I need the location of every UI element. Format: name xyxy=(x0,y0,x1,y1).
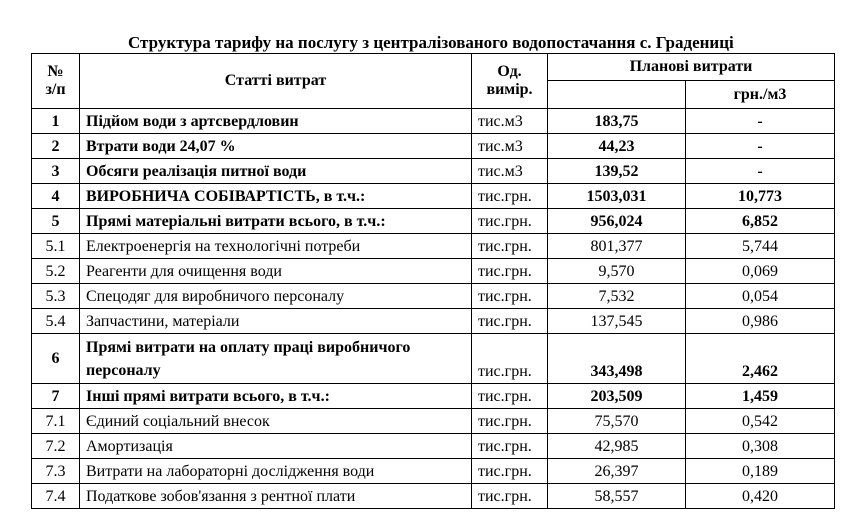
table-row xyxy=(32,159,835,184)
row-unit: тис.грн. xyxy=(472,309,548,334)
row-total: 9,570 xyxy=(548,259,686,284)
header-unit-line2: вимір. xyxy=(486,81,533,98)
row-item: Інші прямі витрати всього, в т.ч.: xyxy=(80,384,472,409)
row-item: Реагенти для очищення води xyxy=(80,259,472,284)
row-per-m3: 0,420 xyxy=(686,484,835,509)
row-total: 137,545 xyxy=(548,309,686,334)
row-unit: тис.м3 xyxy=(472,159,548,184)
row-per-m3: 5,744 xyxy=(686,234,835,259)
row-per-m3: 0,308 xyxy=(686,434,835,459)
row-unit: тис.грн. xyxy=(472,434,548,459)
row-item: Амортизація xyxy=(80,434,472,459)
row-unit: тис.м3 xyxy=(472,134,548,159)
table-row xyxy=(32,134,835,159)
row-per-m3: 0,069 xyxy=(686,259,835,284)
row-total: 75,570 xyxy=(548,409,686,434)
row-unit: тис.грн. xyxy=(472,409,548,434)
table-row xyxy=(32,434,835,459)
row-number: 1 xyxy=(32,109,80,134)
row-per-m3: 0,986 xyxy=(686,309,835,334)
row-total: 203,509 xyxy=(548,384,686,409)
row-item: Запчастини, матеріали xyxy=(80,309,472,334)
table-row xyxy=(32,184,835,209)
row-unit: тис.грн. xyxy=(472,484,548,509)
row-per-m3: 0,054 xyxy=(686,284,835,309)
row-per-m3: 6,852 xyxy=(686,209,835,234)
row-number: 4 xyxy=(32,184,80,209)
header-per-m3: грн./м3 xyxy=(686,81,835,109)
row-item: Підйом води з артсвердловин xyxy=(80,109,472,134)
row-unit: тис.грн. xyxy=(472,334,548,384)
row-per-m3: - xyxy=(686,159,835,184)
row-number: 3 xyxy=(32,159,80,184)
row-number: 7.2 xyxy=(32,434,80,459)
row-per-m3: - xyxy=(686,109,835,134)
row-number: 7.3 xyxy=(32,459,80,484)
row-number: 7.1 xyxy=(32,409,80,434)
table-row xyxy=(32,409,835,434)
row-item: Втрати води 24,07 % xyxy=(80,134,472,159)
header-number-line2: з/п xyxy=(45,81,66,98)
row-unit: тис.грн. xyxy=(472,234,548,259)
row-number: 5.1 xyxy=(32,234,80,259)
table-row xyxy=(32,484,835,509)
table-row xyxy=(32,259,835,284)
row-unit: тис.грн. xyxy=(472,259,548,284)
row-total: 139,52 xyxy=(548,159,686,184)
header-planned: Планові витрати xyxy=(548,54,835,81)
row-total: 58,557 xyxy=(548,484,686,509)
row-total: 801,377 xyxy=(548,234,686,259)
row-total: 956,024 xyxy=(548,209,686,234)
header-number-line1: № xyxy=(47,63,64,80)
row-total: 42,985 xyxy=(548,434,686,459)
row-total: 44,23 xyxy=(548,134,686,159)
row-total: 1503,031 xyxy=(548,184,686,209)
row-per-m3: 0,189 xyxy=(686,459,835,484)
row-item: Прямі витрати на оплату праці виробничого персоналу xyxy=(80,334,472,384)
row-total: 26,397 xyxy=(548,459,686,484)
row-number: 2 xyxy=(32,134,80,159)
row-total: 343,498 xyxy=(548,334,686,384)
row-number: 6 xyxy=(32,334,80,384)
table-row xyxy=(32,309,835,334)
row-item: Витрати на лабораторні дослідження води xyxy=(80,459,472,484)
row-total: 7,532 xyxy=(548,284,686,309)
table-row xyxy=(32,209,835,234)
header-number xyxy=(32,54,80,109)
row-per-m3: 1,459 xyxy=(686,384,835,409)
row-number: 5.2 xyxy=(32,259,80,284)
row-unit: тис.грн. xyxy=(472,284,548,309)
row-total: 183,75 xyxy=(548,109,686,134)
row-per-m3: - xyxy=(686,134,835,159)
table-row xyxy=(32,109,835,134)
document-title: Структура тарифу на послугу з централізованого водопостачання с. Градениці xyxy=(128,33,734,52)
table-row xyxy=(32,334,835,384)
row-per-m3: 0,542 xyxy=(686,409,835,434)
row-item: Податкове зобов'язання з рентної плати xyxy=(80,484,472,509)
row-item: Спецодяг для виробничого персоналу xyxy=(80,284,472,309)
row-item: Прямі матеріальні витрати всього, в т.ч.: xyxy=(80,209,472,234)
table-row xyxy=(32,284,835,309)
tariff-table xyxy=(31,53,835,509)
row-item: Обсяги реалізація питної води xyxy=(80,159,472,184)
header-unit xyxy=(472,54,548,109)
table-header-row xyxy=(32,54,835,81)
row-number: 7 xyxy=(32,384,80,409)
row-number: 5.4 xyxy=(32,309,80,334)
header-total xyxy=(548,81,686,109)
header-unit-line1: Од. xyxy=(497,63,522,80)
row-per-m3: 10,773 xyxy=(686,184,835,209)
row-number: 5.3 xyxy=(32,284,80,309)
row-item: Електроенергія на технологічні потреби xyxy=(80,234,472,259)
row-number: 5 xyxy=(32,209,80,234)
row-item: Єдиний соціальний внесок xyxy=(80,409,472,434)
header-item: Статті витрат xyxy=(80,54,472,109)
row-unit: тис.грн. xyxy=(472,209,548,234)
table-row xyxy=(32,384,835,409)
table-row xyxy=(32,234,835,259)
row-per-m3: 2,462 xyxy=(686,334,835,384)
row-unit: тис.грн. xyxy=(472,184,548,209)
row-number: 7.4 xyxy=(32,484,80,509)
row-unit: тис.грн. xyxy=(472,384,548,409)
row-unit: тис.грн. xyxy=(472,459,548,484)
row-unit: тис.м3 xyxy=(472,109,548,134)
table-body xyxy=(32,109,835,509)
row-item: ВИРОБНИЧА СОБІВАРТІСТЬ, в т.ч.: xyxy=(80,184,472,209)
table-row xyxy=(32,459,835,484)
